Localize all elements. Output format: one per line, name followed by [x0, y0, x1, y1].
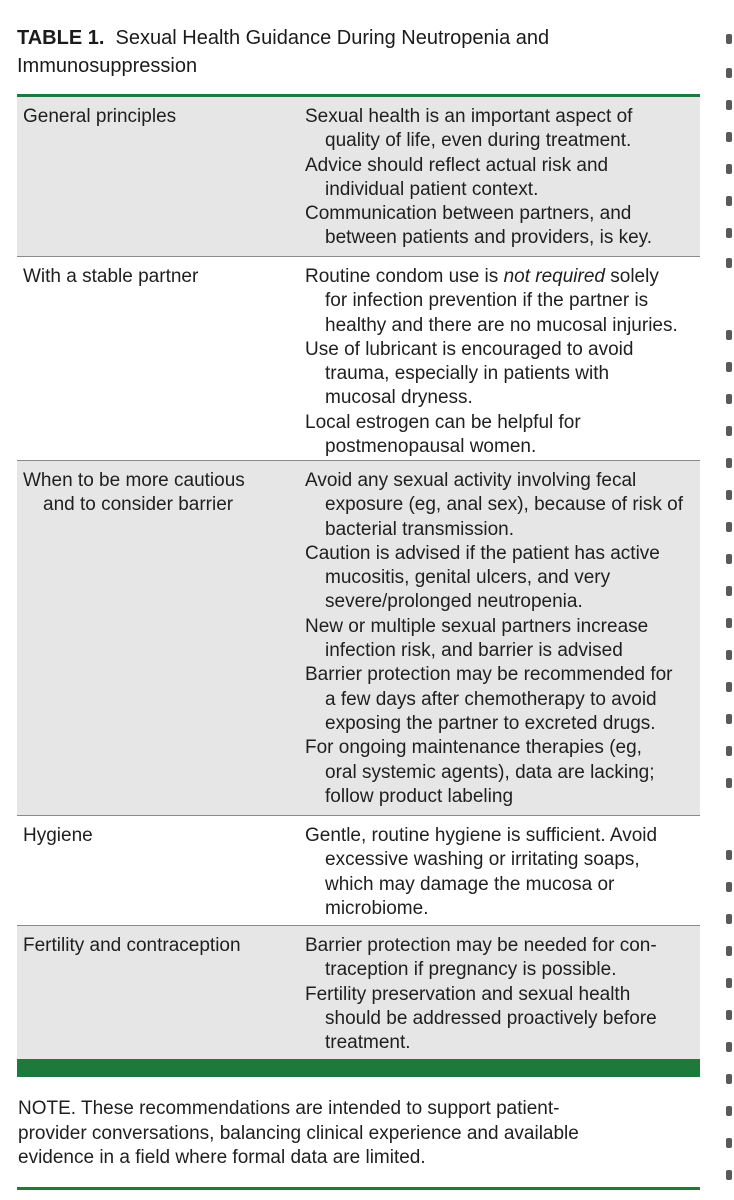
guidance-item: [305, 615, 694, 664]
guidance-item: [305, 411, 694, 460]
row-guidance: [299, 97, 700, 256]
bottom-rule: [17, 1187, 700, 1190]
table-label: TABLE 1.: [17, 27, 105, 49]
item-line: [305, 266, 659, 287]
item-line: follow product labeling: [325, 785, 514, 807]
topic-line: Fertility and contraception: [23, 935, 241, 956]
topic-line: When to be more cautious: [23, 470, 245, 491]
item-line: Sexual health is an important aspect of: [305, 106, 633, 127]
row-guidance: [299, 816, 700, 925]
item-line: New or multiple sexual partners increase: [305, 615, 649, 637]
title-line-2: Immunosuppression: [17, 55, 198, 77]
item-line: which may damage the mucosa or: [325, 873, 615, 895]
topic-line: General principles: [23, 106, 177, 127]
item-line: for infection prevention if the partner is: [325, 290, 649, 312]
guidance-item: [305, 154, 694, 203]
table-note: [17, 1097, 700, 1171]
note-line: NOTE. These recommendations are intended to support patient-: [18, 1098, 560, 1119]
note-line: provider conversations, balancing clinical experience and available: [18, 1122, 579, 1144]
item-line: exposing the partner to excreted drugs.: [325, 712, 656, 734]
row-guidance: [299, 461, 700, 815]
row-topic: [17, 461, 299, 815]
item-line: exposure (eg, anal sex), because of risk of: [325, 494, 684, 516]
item-line: microbiome.: [325, 897, 429, 919]
row-topic: [17, 97, 299, 256]
item-line: mucosal dryness.: [325, 387, 473, 409]
item-line: Avoid any sexual activity involving fecal: [305, 470, 637, 491]
item-line: For ongoing maintenance therapies (eg,: [305, 737, 642, 759]
row-topic: [17, 257, 299, 460]
item-line: between patients and providers, is key.: [325, 227, 653, 249]
table-row: [17, 257, 700, 461]
item-line: Communication between partners, and: [305, 203, 632, 225]
guidance-item: [305, 469, 694, 542]
item-line: individual patient context.: [325, 178, 539, 200]
guidance-item: [305, 824, 694, 921]
item-line: mucositis, genital ulcers, and very: [325, 567, 611, 589]
item-text: solely: [604, 266, 659, 287]
item-line: Gentle, routine hygiene is sufficient. Avoid: [305, 825, 658, 846]
item-line: severe/prolonged neutropenia.: [325, 591, 583, 613]
guidance-item: [305, 983, 694, 1056]
item-line: trauma, especially in patients with: [325, 363, 610, 385]
table-row: [17, 816, 700, 926]
item-line: Barrier protection may be needed for con-: [305, 935, 657, 956]
item-line: Barrier protection may be recommended for: [305, 664, 673, 686]
table-title: [17, 0, 700, 80]
guidance-item: [305, 265, 694, 338]
item-line: traception if pregnancy is possible.: [325, 959, 617, 981]
item-line: a few days after chemotherapy to avoid: [325, 688, 657, 710]
table-row: [17, 461, 700, 816]
guidance-item: [305, 202, 694, 251]
guidance-item: [305, 736, 694, 809]
topic-line: Hygiene: [23, 825, 93, 846]
item-line: Use of lubricant is encouraged to avoid: [305, 338, 634, 360]
row-topic: [17, 816, 299, 925]
table-row: [17, 926, 700, 1059]
title-line-1: [17, 24, 700, 52]
guidance-table: [17, 94, 700, 1077]
item-line: quality of life, even during treatment.: [325, 130, 632, 152]
topic-line: and to consider barrier: [43, 494, 234, 516]
note-line: evidence in a field where formal data are limited.: [18, 1147, 426, 1168]
item-line: Advice should reflect actual risk and: [305, 154, 609, 176]
guidance-item: [305, 338, 694, 411]
table-page: [17, 0, 700, 1190]
item-line: excessive washing or irritating soaps,: [325, 849, 640, 871]
item-line: infection risk, and barrier is advised: [325, 640, 623, 662]
item-line: should be addressed proactively before: [325, 1007, 657, 1029]
item-line: Caution is advised if the patient has active: [305, 542, 660, 564]
row-guidance: [299, 257, 700, 460]
item-line: postmenopausal women.: [325, 436, 537, 458]
item-line: Local estrogen can be helpful for: [305, 411, 581, 433]
row-guidance: [299, 926, 700, 1059]
item-line: healthy and there are no mucosal injuries.: [325, 314, 678, 336]
emphasis-text: not required: [503, 266, 605, 287]
guidance-item: [305, 105, 694, 154]
guidance-item: [305, 542, 694, 615]
title-text-1: Sexual Health Guidance During Neutropenia and: [115, 27, 550, 49]
adjacent-column-fragment: [722, 0, 734, 1200]
table-row: [17, 97, 700, 257]
item-line: Fertility preservation and sexual health: [305, 983, 631, 1005]
topic-line: With a stable partner: [23, 266, 199, 287]
guidance-item: [305, 934, 694, 983]
item-line: treatment.: [325, 1032, 411, 1054]
item-line: oral systemic agents), data are lacking;: [325, 761, 655, 783]
row-topic: [17, 926, 299, 1059]
guidance-item: [305, 663, 694, 736]
table-bottom-bar: [17, 1059, 700, 1077]
item-text: Routine condom use is: [305, 266, 504, 287]
item-line: bacterial transmission.: [325, 518, 515, 540]
